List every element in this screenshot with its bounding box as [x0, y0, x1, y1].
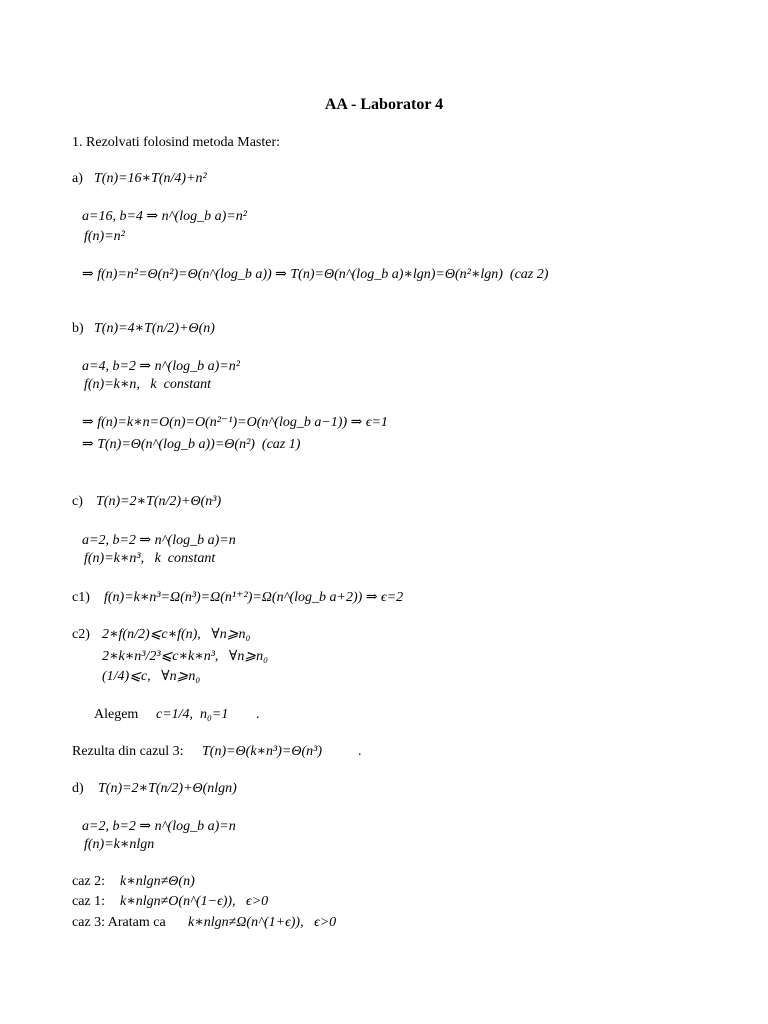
- choose-label: Alegem: [94, 707, 139, 722]
- part-a-label: a): [72, 171, 83, 186]
- part-d-label: d): [72, 781, 84, 796]
- case-1-formula: k∗nlgn≠O(n^(1−ϵ)), ϵ>0: [120, 894, 269, 909]
- part-a-result: ⇒ f(n)=n²=Θ(n²)=Θ(n^(log_b a)) ⇒ T(n)=Θ(n^(log_b a)∗lgn)=Θ(n²∗lgn) (caz 2): [82, 267, 549, 282]
- part-b-f: f(n)=k∗n, k constant: [84, 377, 212, 392]
- part-c-params: a=2, b=2 ⇒ n^(log_b a)=n: [82, 533, 236, 548]
- part-c2-line-2: 2∗k∗n³/2³⩽c∗k∗n³, ∀n⩾n₀: [102, 649, 268, 664]
- page-title: AA - Laborator 4: [324, 96, 444, 113]
- choose-period: .: [256, 707, 260, 722]
- part-a-recurrence: T(n)=16∗T(n/4)+n²: [94, 171, 207, 186]
- conclusion-formula: T(n)=Θ(k∗n³)=Θ(n³): [202, 744, 322, 759]
- part-c2-line-1: 2∗f(n/2)⩽c∗f(n), ∀n⩾n₀: [102, 627, 251, 642]
- part-b-result-2: ⇒ T(n)=Θ(n^(log_b a))=Θ(n²) (caz 1): [82, 437, 301, 452]
- conclusion-label: Rezulta din cazul 3:: [72, 744, 184, 759]
- part-b-result-1: ⇒ f(n)=k∗n=O(n)=O(n²⁻¹)=O(n^(log_b a−1)) ⇒ ϵ=1: [82, 415, 388, 430]
- part-c2-line-3: (1/4)⩽c, ∀n⩾n₀: [102, 669, 201, 684]
- part-c-label: c): [72, 494, 83, 509]
- part-d-f: f(n)=k∗nlgn: [84, 837, 155, 852]
- part-b-recurrence: T(n)=4∗T(n/2)+Θ(n): [94, 321, 215, 336]
- part-d-params: a=2, b=2 ⇒ n^(log_b a)=n: [82, 819, 236, 834]
- part-d-recurrence: T(n)=2∗T(n/2)+Θ(nlgn): [98, 781, 237, 796]
- part-c1-statement: f(n)=k∗n³=Ω(n³)=Ω(n¹⁺²)=Ω(n^(log_b a+2)) ⇒ ϵ=2: [104, 590, 404, 605]
- part-b-label: b): [72, 321, 84, 336]
- part-c2-label: c2): [72, 627, 90, 642]
- case-3-label: caz 3: Aratam ca: [72, 915, 166, 930]
- part-c-f: f(n)=k∗n³, k constant: [84, 551, 216, 566]
- conclusion-period: .: [358, 744, 362, 759]
- case-2-label: caz 2:: [72, 874, 106, 889]
- choose-values: c=1/4, n₀=1: [156, 707, 229, 722]
- case-2-formula: k∗nlgn≠Θ(n): [120, 874, 195, 889]
- case-3-formula: k∗nlgn≠Ω(n^(1+ϵ)), ϵ>0: [188, 915, 337, 930]
- part-c-recurrence: T(n)=2∗T(n/2)+Θ(n³): [96, 494, 222, 509]
- part-a-f: f(n)=n²: [84, 229, 125, 244]
- part-b-params: a=4, b=2 ⇒ n^(log_b a)=n²: [82, 359, 240, 374]
- case-1-label: caz 1:: [72, 894, 106, 909]
- part-c1-label: c1): [72, 590, 90, 605]
- part-a-params: a=16, b=4 ⇒ n^(log_b a)=n²: [82, 209, 247, 224]
- exercise-intro: 1. Rezolvati folosind metoda Master:: [72, 135, 281, 150]
